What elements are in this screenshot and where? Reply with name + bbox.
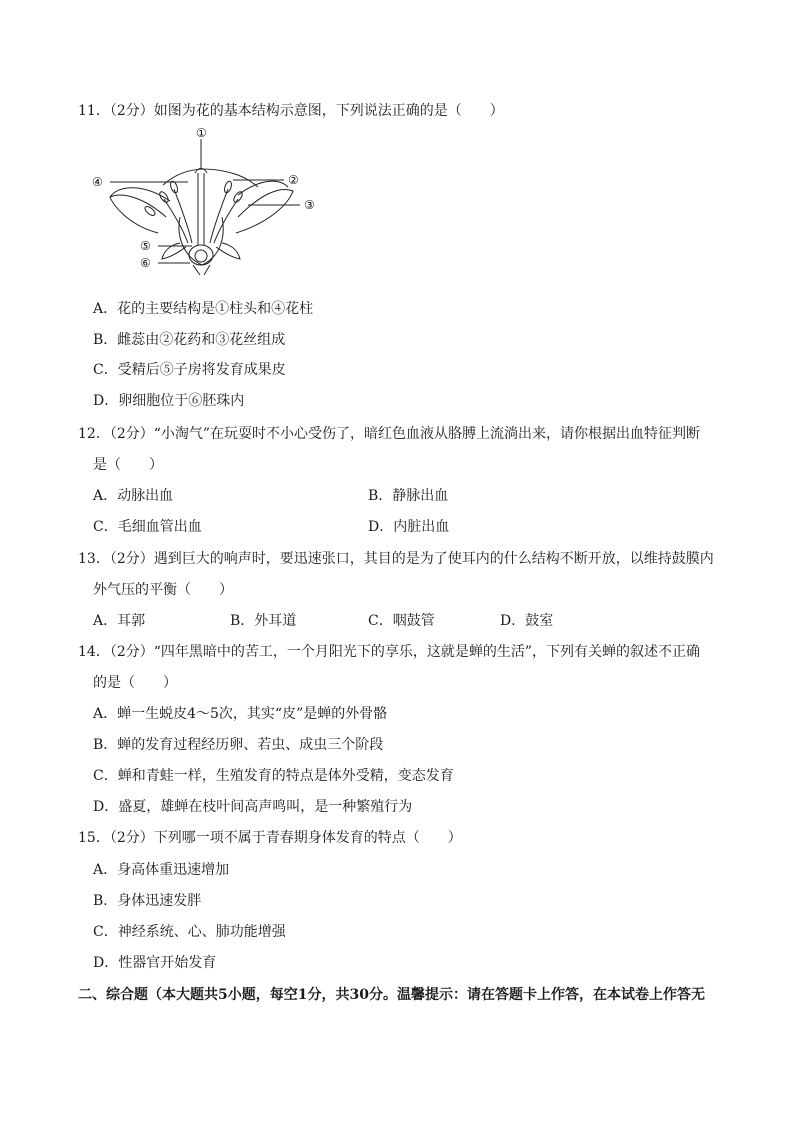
label-4: ④ (92, 175, 103, 189)
q14-option-d[interactable]: D．盛夏，雄蝉在枝叶间高声鸣叫，是一种繁殖行为 (93, 799, 413, 815)
q11-stem: 11．（2分）如图为花的基本结构示意图，下列说法正确的是（ ） (78, 103, 504, 119)
q13-stem-line2: 外气压的平衡（ ） (93, 582, 233, 598)
q14-stem-line1: 14．（2分）“四年黑暗中的苦工，一个月阳光下的享乐，这就是蝉的生活”，下列有关蝉的叙述不正确 (78, 644, 701, 660)
q13-option-b[interactable]: B．外耳道 (230, 613, 297, 629)
flower-diagram-svg (88, 125, 328, 275)
q11-option-d[interactable]: D．卵细胞位于⑥胚珠内 (93, 393, 245, 409)
q13-option-c[interactable]: C．咽鼓管 (368, 613, 435, 629)
label-2: ② (288, 173, 299, 187)
q15-option-a[interactable]: A．身高体重迅速增加 (93, 862, 230, 878)
q14-option-c[interactable]: C．蝉和青蛙一样，生殖发育的特点是体外受精，变态发育 (93, 768, 454, 784)
q15-option-d[interactable]: D．性器官开始发育 (93, 955, 217, 971)
q11-option-c[interactable]: C．受精后⑤子房将发育成果皮 (93, 362, 286, 378)
q14-option-b[interactable]: B．蝉的发育过程经历卵、若虫、成虫三个阶段 (93, 737, 384, 753)
q13-stem-line1: 13．（2分）遇到巨大的响声时，要迅速张口，其目的是为了使耳内的什么结构不断开放，以维持鼓膜内 (78, 551, 714, 567)
q11-option-a[interactable]: A．花的主要结构是①柱头和④花柱 (93, 301, 314, 317)
q15-option-b[interactable]: B．身体迅速发胖 (93, 893, 202, 909)
label-1: ① (196, 126, 207, 140)
q11-option-b[interactable]: B．雌蕊由②花药和③花丝组成 (93, 332, 286, 348)
section2-heading: 二、综合题（本大题共5小题，每空1分，共30分。温馨提示：请在答题卡上作答，在本试卷上作答无 (78, 987, 705, 1003)
label-6: ⑥ (140, 256, 151, 270)
q14-stem-line2: 的是（ ） (93, 675, 177, 691)
q12-option-a[interactable]: A．动脉出血 (93, 488, 174, 504)
q12-option-d[interactable]: D．内脏出血 (368, 519, 450, 535)
q12-option-c[interactable]: C．毛细血管出血 (93, 519, 202, 535)
label-3: ③ (304, 198, 315, 212)
flower-structure-diagram (88, 125, 328, 275)
q12-stem-line1: 12．（2分）“小淘气”在玩耍时不小心受伤了，暗红色血液从胳膊上流淌出来，请你根据出血特征判断 (78, 426, 701, 442)
label-5: ⑤ (140, 239, 151, 253)
q15-stem: 15．（2分）下列哪一项不属于青春期身体发育的特点（ ） (78, 830, 462, 846)
q12-stem-line2: 是（ ） (93, 457, 163, 473)
q14-option-a[interactable]: A．蝉一生蜕皮4～5次，其实“皮”是蝉的外骨骼 (93, 706, 388, 722)
q12-option-b[interactable]: B．静脉出血 (368, 488, 449, 504)
q13-option-d[interactable]: D．鼓室 (500, 613, 554, 629)
q13-option-a[interactable]: A．耳郭 (93, 613, 146, 629)
q15-option-c[interactable]: C．神经系统、心、肺功能增强 (93, 924, 286, 940)
